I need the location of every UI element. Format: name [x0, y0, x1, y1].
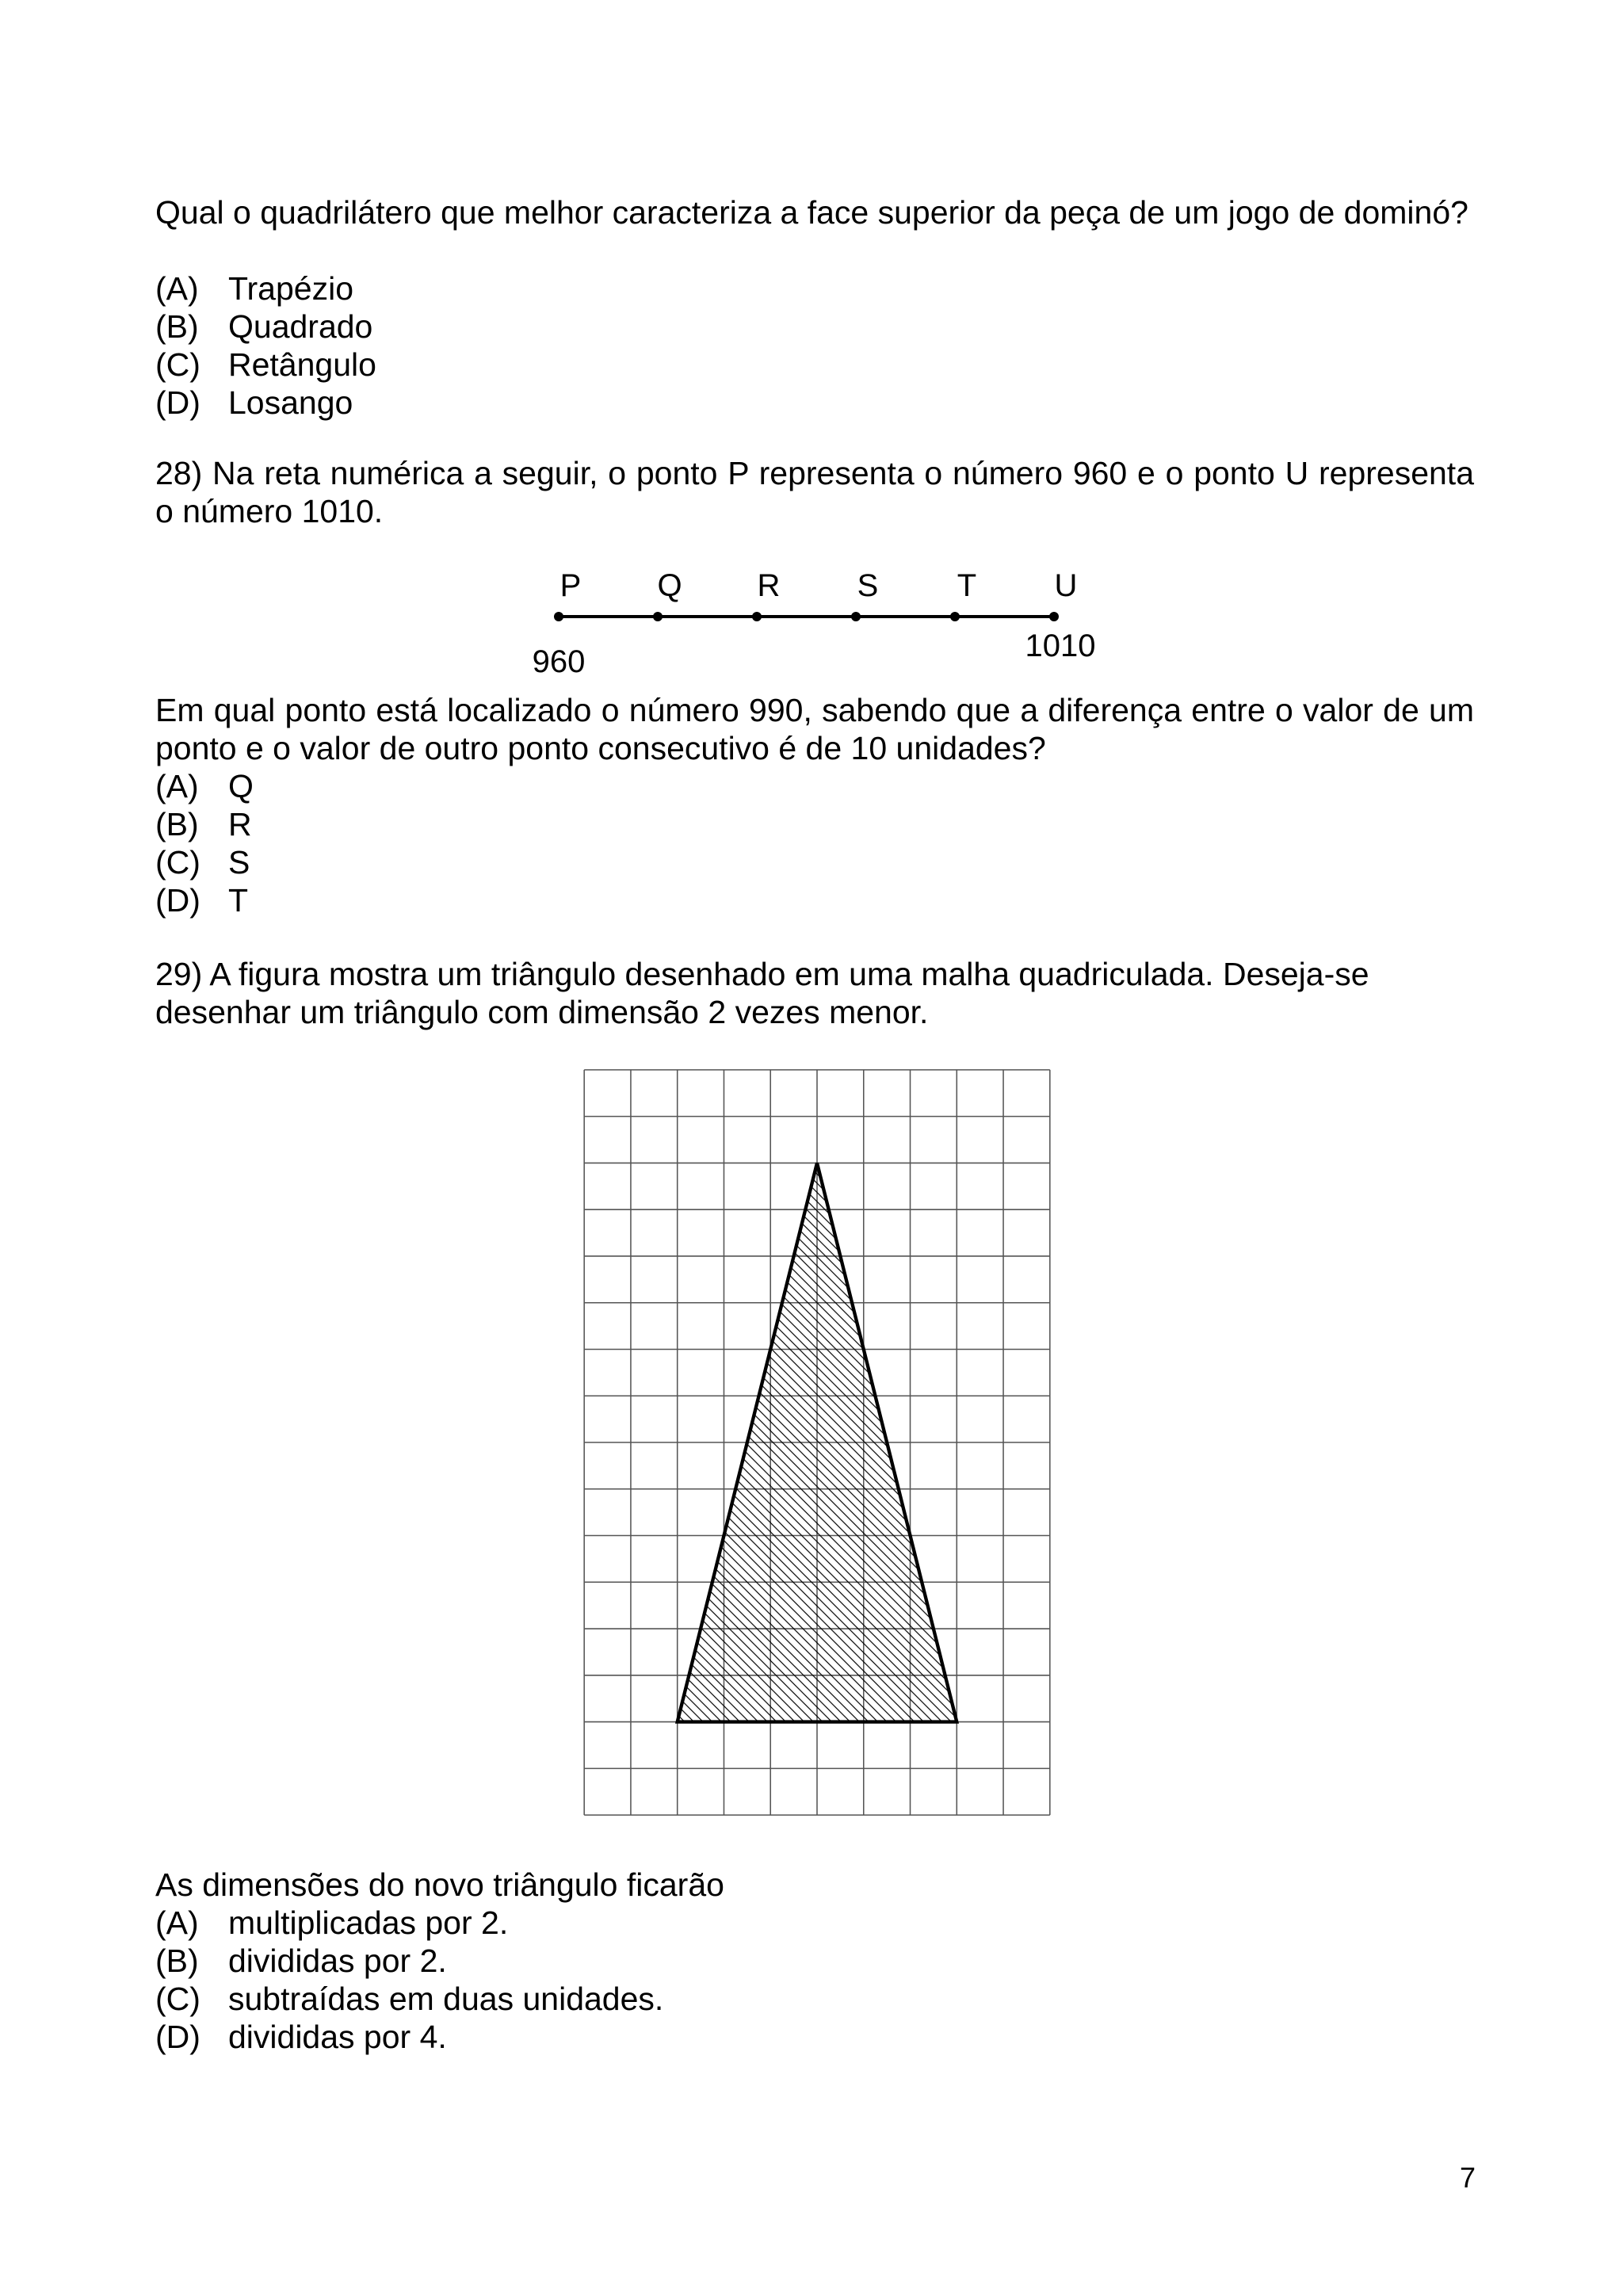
q28-option-d: (D) T — [155, 882, 249, 919]
triangle-grid-figure — [574, 1068, 1060, 1817]
q27-option-b: (B) Quadrado — [155, 308, 373, 345]
q29-option-c: (C) subtraídas em duas unidades. — [155, 1981, 664, 2017]
q28-question: Em qual ponto está localizado o número 990, sabendo que a diferença entre o valor de um ponto e o valor de outro ponto consecutivo é de 10 unidades? — [155, 692, 1474, 766]
number-line-point-u — [1049, 612, 1059, 621]
number-line-point-r — [752, 612, 762, 621]
q28-option-c: (C) S — [155, 844, 250, 881]
number-line-label-p: P — [559, 568, 582, 603]
q28-options — [155, 767, 254, 919]
number-line-point-t — [950, 612, 960, 621]
q28-option-b: (B) R — [155, 806, 252, 842]
q28-option-a: (A) Q — [155, 768, 254, 804]
number-line-label-u: U — [1054, 568, 1078, 603]
q27-option-c: (C) Retângulo — [155, 346, 376, 383]
q29-option-b: (B) divididas por 2. — [155, 1943, 447, 1979]
number-line-point-s — [851, 612, 861, 621]
number-line-label-r: R — [757, 568, 781, 603]
q27-stem: Qual o quadrilátero que melhor caracteriza a face superior da peça de um jogo de dominó? — [155, 194, 1468, 231]
number-line-label-t: T — [957, 568, 977, 603]
q27-option-d: (D) Losango — [155, 384, 353, 421]
number-line-point-q — [653, 612, 663, 621]
q29-intro: 29) A figura mostra um triângulo desenhado em uma malha quadriculada. Deseja-se desenhar um triângulo com dimensão 2 vezes menor. — [155, 956, 1369, 1030]
q29-option-a: (A) multiplicadas por 2. — [155, 1904, 509, 1941]
q27-option-a: (A) Trapézio — [155, 270, 353, 307]
number-line-point-p — [554, 612, 563, 621]
q27-options — [155, 269, 376, 422]
page-number: 7 — [1459, 2161, 1476, 2194]
q29-option-d: (D) divididas por 4. — [155, 2019, 447, 2055]
number-line-label-q: Q — [657, 568, 682, 603]
number-line-start-value: 960 — [532, 644, 586, 679]
number-line-figure — [523, 555, 1125, 690]
q28-intro: 28) Na reta numérica a seguir, o ponto P representa o número 960 e o ponto U representa o número 1010. — [155, 455, 1474, 529]
number-line-end-value: 1010 — [1025, 628, 1096, 663]
number-line-label-s: S — [857, 568, 879, 603]
q29-question: As dimensões do novo triângulo ficarão — [155, 1866, 724, 1903]
q29-options — [155, 1904, 663, 2056]
